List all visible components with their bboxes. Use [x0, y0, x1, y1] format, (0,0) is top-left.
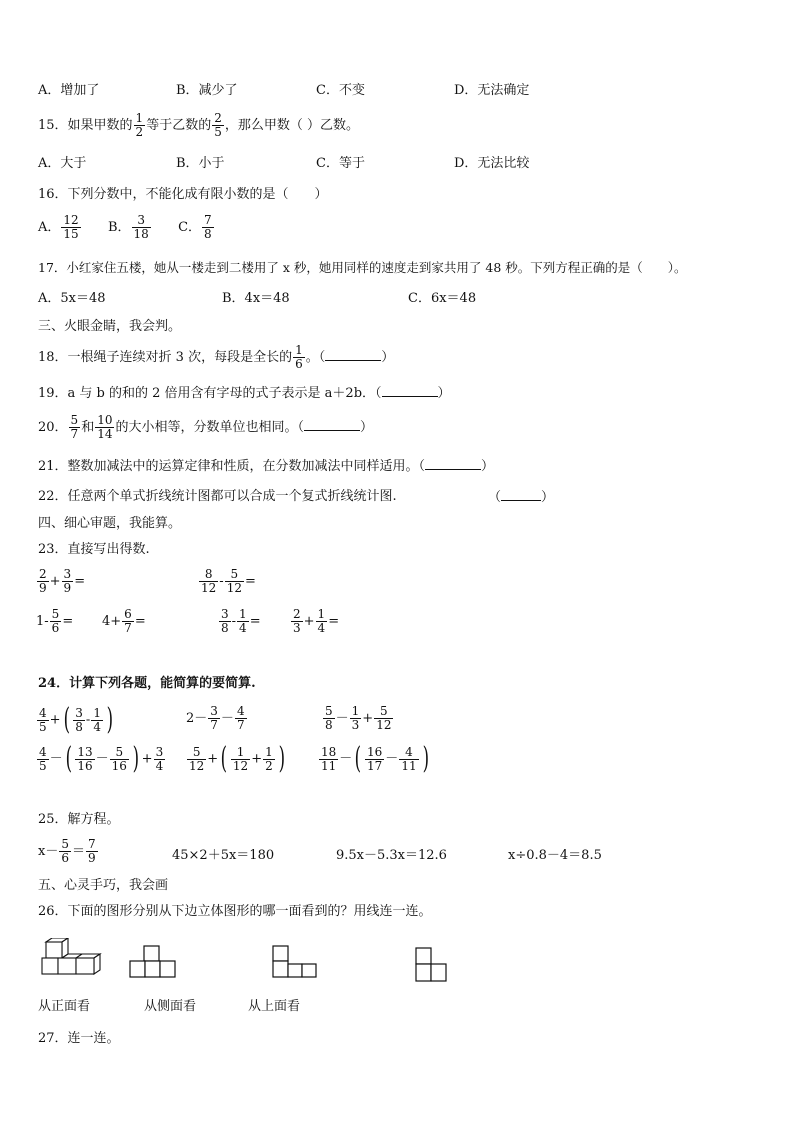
- q25-eq-3: 9.5x－5.3x＝12.6: [336, 848, 447, 863]
- q14-option-c: C．不变: [316, 83, 365, 98]
- q23-expr-1: $\frac{2}{9}$ + $\frac{3}{9}$ =: [39, 567, 86, 595]
- q25-eq-1: x－ $\frac{5}{6}$ ＝ $\frac{7}{9}$: [38, 837, 96, 865]
- q16-option-b-label: B．: [107, 220, 131, 235]
- answer-blank[interactable]: [304, 418, 360, 431]
- q15-option-c: C．等于: [316, 156, 365, 171]
- fraction: $\frac{2}{5}$: [214, 111, 222, 139]
- q24-expr-1: $\frac{4}{5}$ +( $\frac{3}{8}$ - $\frac{1}{4}$ ): [39, 702, 114, 737]
- answer-blank[interactable]: [382, 384, 438, 397]
- question-17: 17．小红家住五楼，她从一楼走到二楼用了 x 秒，她用同样的速度走到家共用了 48 秒。下列方程正确的是（ ）。: [38, 260, 687, 275]
- question-15: [38, 112, 359, 139]
- answer-blank[interactable]: [325, 348, 381, 361]
- question-24: 24．计算下列各题，能简算的要简算.: [38, 676, 256, 691]
- q15-text-pre: 15．如果甲数的: [38, 118, 133, 133]
- q14-option-d: D．无法确定: [454, 83, 530, 98]
- answer-blank[interactable]: [501, 488, 541, 501]
- q23-expr-4: 4+ $\frac{6}{7}$ =: [102, 607, 146, 635]
- q15-option-b: B．小于: [176, 156, 225, 171]
- q14-option-b: B．减少了: [176, 83, 238, 98]
- q16-options: [38, 214, 215, 241]
- question-25: 25．解方程。: [38, 812, 120, 827]
- q16-option-a-label: A．: [38, 220, 61, 235]
- solid-figure: [38, 938, 102, 984]
- q23-expr-6: $\frac{2}{3}$ + $\frac{1}{4}$ =: [293, 607, 340, 635]
- q23-expr-2: $\frac{8}{12}$ - $\frac{5}{12}$ =: [201, 567, 256, 595]
- question-19: 19．a 与 b 的和的 2 倍用含有字母的式子表示是 a＋2b．（ ）: [38, 386, 451, 401]
- q25-eq-4: x÷0.8－4＝8.5: [508, 848, 602, 863]
- fraction: $\frac{7}{8}$: [204, 213, 212, 241]
- q24-expr-5: $\frac{5}{12}$ +( $\frac{1}{12}$ + $\frac{1}{2}$ ): [189, 741, 285, 776]
- view-shape-3: [414, 934, 450, 984]
- q23-expr-3: 1- $\frac{5}{6}$ =: [36, 607, 74, 635]
- question-23: 23．直接写出得数.: [38, 542, 150, 557]
- question-20: 20． $\frac{5}{7}$ 和 $\frac{10}{14}$ 的大小相等，分数单位也相同。（ ）: [38, 413, 374, 441]
- question-16: 16．下列分数中，不能化成有限小数的是（ ）: [38, 187, 328, 202]
- fraction: $\frac{10}{14}$: [97, 413, 113, 441]
- q15-option-d: D．无法比较: [454, 156, 530, 171]
- question-22: 22．任意两个单式折线统计图都可以合成一个复式折线统计图.: [38, 489, 397, 504]
- q24-expr-6: $\frac{18}{11}$ －( $\frac{16}{17}$ － $\frac{4}{11}$ ): [321, 741, 429, 776]
- fraction: $\frac{1}{2}$: [135, 111, 144, 139]
- question-21: 21．整数加减法中的运算定律和性质，在分数加减法中同样适用。（ ）: [38, 459, 495, 474]
- question-27: 27．连一连。: [38, 1031, 120, 1046]
- q24-expr-4: $\frac{4}{5}$ －( $\frac{13}{16}$ － $\frac{5}{16}$ ) + $\frac{3}{4}$: [39, 741, 164, 776]
- q16-option-c-label: C．: [178, 220, 202, 235]
- q17-option-b: B．4x＝48: [222, 291, 290, 306]
- section-5-heading: 五、心灵手巧，我会画: [38, 878, 169, 893]
- q17-option-c: C．6x＝48: [408, 291, 477, 306]
- answer-blank[interactable]: [425, 457, 481, 470]
- label-front-view: 从正面看: [38, 999, 91, 1014]
- q15-text-mid: 等于乙数的: [146, 118, 212, 133]
- q24-expr-3: $\frac{5}{8}$ － $\frac{1}{3}$ + $\frac{5}{12}$: [325, 704, 392, 732]
- fraction: $\frac{3}{18}$: [133, 213, 149, 241]
- label-top-view: 从上面看: [248, 999, 301, 1014]
- section-3-heading: 三、火眼金睛，我会判。: [38, 319, 182, 334]
- q14-option-a: A．增加了: [38, 83, 100, 98]
- fraction: $\frac{12}{15}$: [63, 213, 79, 241]
- section-4-heading: 四、细心审题，我能算。: [38, 516, 182, 531]
- q17-option-a: A．5x＝48: [38, 291, 106, 306]
- question-26: 26．下面的图形分别从下边立体图形的哪一面看到的？用线连一连。: [38, 904, 432, 919]
- question-18: 18．一根绳子连续对折 3 次，每段是全长的 $\frac{1}{6}$ 。（ ）: [38, 343, 395, 371]
- q23-expr-5: $\frac{3}{8}$ - $\frac{1}{4}$ =: [221, 607, 261, 635]
- label-side-view: 从侧面看: [144, 999, 197, 1014]
- q15-text-post: ，那么甲数（ ）乙数。: [224, 118, 359, 133]
- q15-option-a: A．大于: [38, 156, 87, 171]
- fraction: $\frac{1}{6}$: [295, 343, 303, 371]
- view-shape-1: [129, 944, 179, 982]
- q24-expr-2: 2－ $\frac{3}{7}$ － $\frac{4}{7}$: [186, 704, 245, 732]
- q25-eq-2: 45×2＋5x＝180: [172, 848, 275, 863]
- fraction: $\frac{5}{7}$: [70, 413, 79, 441]
- view-shape-2: [271, 944, 321, 982]
- q22-answer: （ ）: [488, 490, 555, 505]
